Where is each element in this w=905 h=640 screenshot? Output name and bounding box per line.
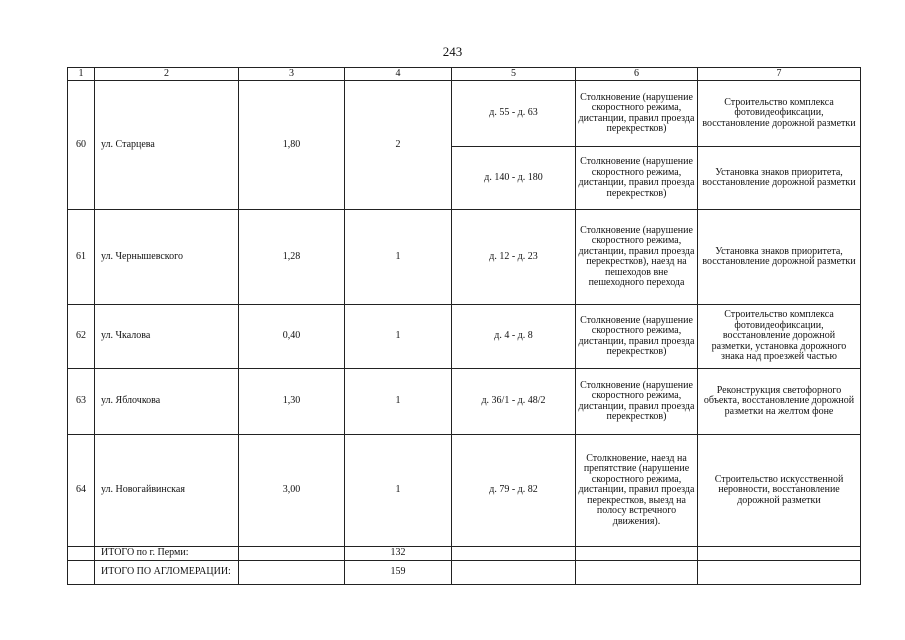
row-number: 60 bbox=[68, 81, 95, 210]
column-header: 2 bbox=[95, 68, 239, 81]
accident-type: Столкновение, наезд на препятствие (нарушение скоростного режима, дистанции, правил проезда перекрестков, выезд на полосу встречного движения). bbox=[576, 435, 698, 547]
section-length: 1,80 bbox=[239, 81, 345, 210]
column-header: 4 bbox=[345, 68, 452, 81]
total-row bbox=[68, 547, 861, 561]
table-row bbox=[68, 435, 861, 547]
accident-type: Столкновение (нарушение скоростного режима, дистанции, правил проезда перекрестков) bbox=[576, 305, 698, 369]
accident-count: 1 bbox=[345, 305, 452, 369]
row-number: 61 bbox=[68, 210, 95, 305]
total-value: 132 bbox=[345, 547, 452, 561]
section-length: 1,28 bbox=[239, 210, 345, 305]
address-range: д. 140 - д. 180 bbox=[452, 147, 576, 210]
address-range: д. 36/1 - д. 48/2 bbox=[452, 369, 576, 435]
section-length: 1,30 bbox=[239, 369, 345, 435]
accident-count: 2 bbox=[345, 81, 452, 210]
street-name: ул. Яблочкова bbox=[95, 369, 239, 435]
page-number: 243 bbox=[442, 44, 463, 59]
section-length: 3,00 bbox=[239, 435, 345, 547]
total-row bbox=[68, 561, 861, 585]
table-row bbox=[68, 210, 861, 305]
total-label: ИТОГО по г. Перми: bbox=[95, 547, 239, 561]
table-row bbox=[68, 81, 861, 147]
street-name: ул. Чернышевского bbox=[95, 210, 239, 305]
measures: Установка знаков приоритета, восстановление дорожной разметки bbox=[698, 210, 861, 305]
street-name: ул. Чкалова bbox=[95, 305, 239, 369]
column-header: 1 bbox=[68, 68, 95, 81]
address-range: д. 55 - д. 63 bbox=[452, 81, 576, 147]
accident-type: Столкновение (нарушение скоростного режима, дистанции, правил проезда перекрестков) bbox=[576, 369, 698, 435]
accident-count: 1 bbox=[345, 435, 452, 547]
measures: Строительство комплекса фотовидеофиксации, восстановление дорожной разметки bbox=[698, 81, 861, 147]
column-header: 7 bbox=[698, 68, 861, 81]
column-header: 6 bbox=[576, 68, 698, 81]
measures: Строительство искусственной неровности, восстановление дорожной разметки bbox=[698, 435, 861, 547]
table-row bbox=[68, 369, 861, 435]
row-number: 64 bbox=[68, 435, 95, 547]
measures: Реконструкция светофорного объекта, восстановление дорожной разметки на желтом фоне bbox=[698, 369, 861, 435]
row-number: 63 bbox=[68, 369, 95, 435]
table-row bbox=[68, 305, 861, 369]
column-header: 3 bbox=[239, 68, 345, 81]
column-number-row bbox=[68, 68, 861, 81]
address-range: д. 79 - д. 82 bbox=[452, 435, 576, 547]
measures: Строительство комплекса фотовидеофиксации, восстановление дорожной разметки, установка дорожного знака над проезжей частью bbox=[698, 305, 861, 369]
accident-type: Столкновение (нарушение скоростного режима, дистанции, правил проезда перекрестков) bbox=[576, 147, 698, 210]
row-number: 62 bbox=[68, 305, 95, 369]
accident-type: Столкновение (нарушение скоростного режима, дистанции, правил проезда перекрестков) bbox=[576, 81, 698, 147]
address-range: д. 12 - д. 23 bbox=[452, 210, 576, 305]
measures: Установка знаков приоритета, восстановление дорожной разметки bbox=[698, 147, 861, 210]
column-header: 5 bbox=[452, 68, 576, 81]
street-name: ул. Старцева bbox=[95, 81, 239, 210]
accident-type: Столкновение (нарушение скоростного режима, дистанции, правил проезда перекрестков), наезд на пешеходов вне пешеходного перехода bbox=[576, 210, 698, 305]
street-name: ул. Новогайвинская bbox=[95, 435, 239, 547]
address-range: д. 4 - д. 8 bbox=[452, 305, 576, 369]
accident-count: 1 bbox=[345, 210, 452, 305]
accident-count: 1 bbox=[345, 369, 452, 435]
total-label: ИТОГО ПО АГЛОМЕРАЦИИ: bbox=[95, 561, 239, 585]
accident-sites-table bbox=[67, 67, 861, 585]
total-value: 159 bbox=[345, 561, 452, 585]
section-length: 0,40 bbox=[239, 305, 345, 369]
